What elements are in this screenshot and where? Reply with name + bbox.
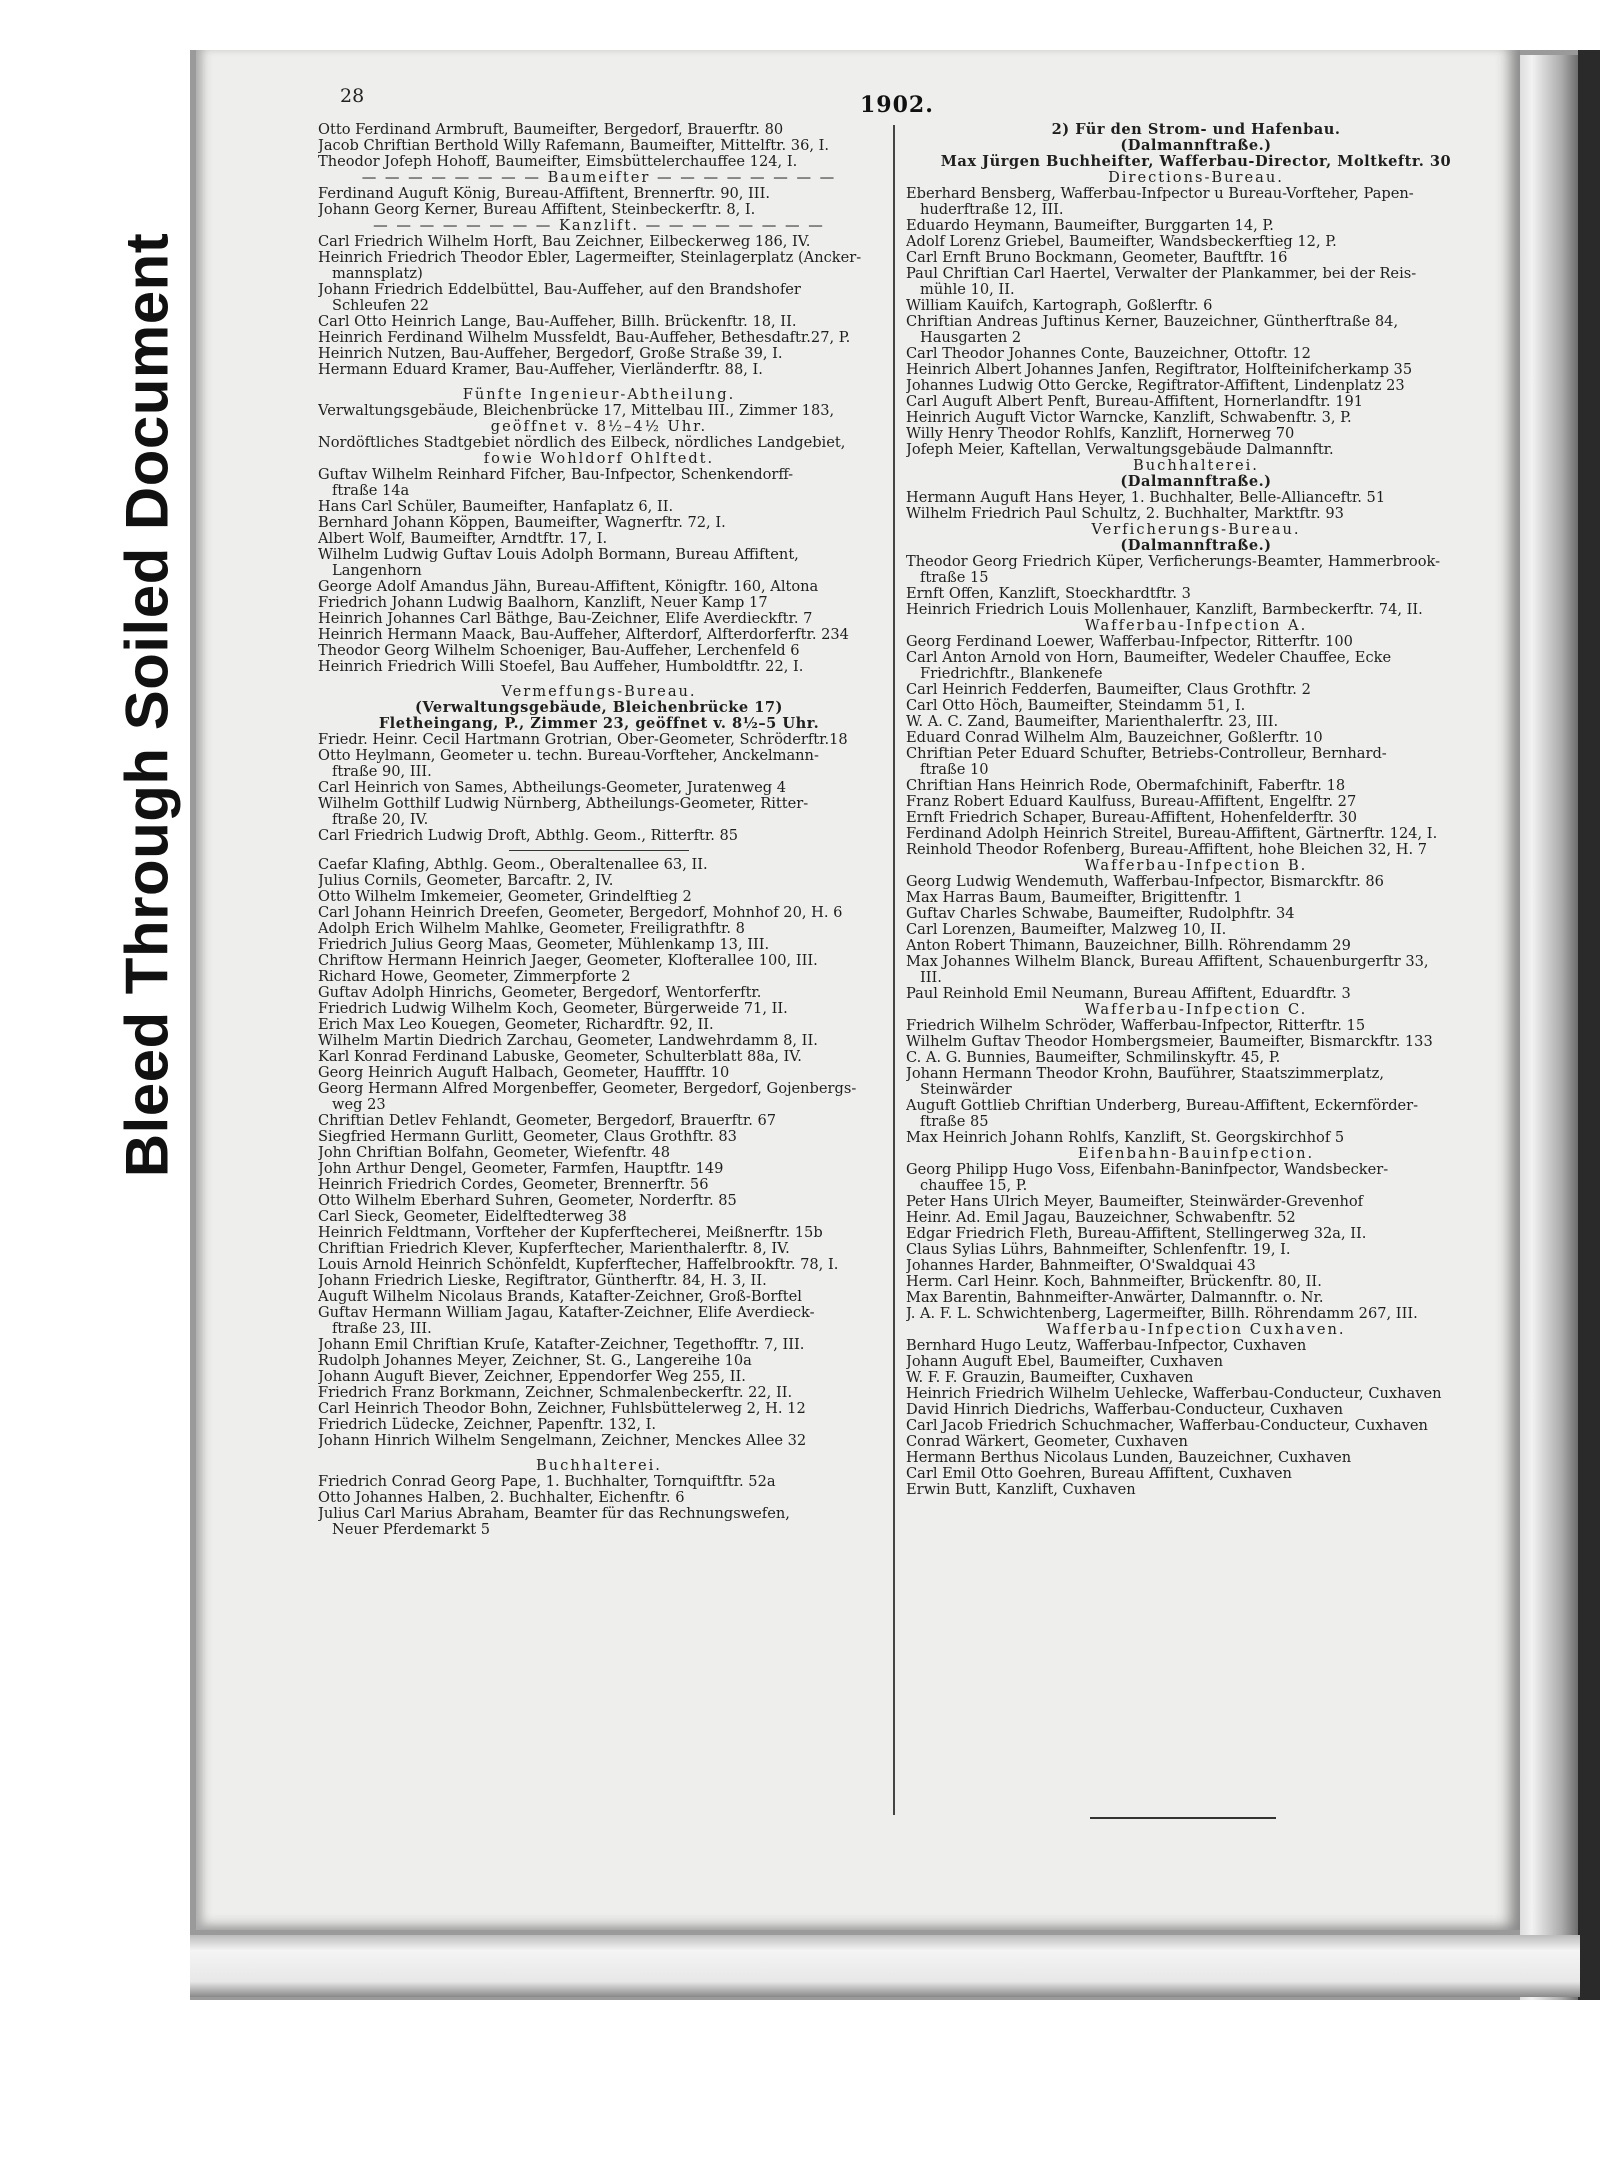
directory-entry: huderftraße 12, III.: [920, 202, 1064, 218]
directory-entry: Carl Otto Heinrich Lange, Bau-Auffeher, Billh. Brückenftr. 18, II.: [318, 314, 797, 330]
condition-stamp-label: Bleed Through Soiled Document: [113, 232, 181, 1178]
directory-entry: Heinrich Nutzen, Bau-Auffeher, Bergedorf, Große Straße 39, I.: [318, 346, 783, 362]
directory-entry: Max Harras Baum, Baumeifter, Brigittenftr. 1: [906, 890, 1243, 906]
column-divider: [893, 125, 895, 1815]
directory-entry: Eduardo Heymann, Baumeifter, Burggarten 14, P.: [906, 218, 1274, 234]
directory-entry: Chriftian Peter Eduard Schufter, Betriebs-Controlleur, Bernhard-: [906, 746, 1387, 762]
directory-entry: George Adolf Amandus Jähn, Bureau-Affiftent, Königftr. 160, Altona: [318, 579, 819, 595]
directory-entry: chauffee 15, P.: [920, 1178, 1028, 1194]
directory-entry: Georg Heinrich Auguft Halbach, Geometer, Hauffftr. 10: [318, 1065, 730, 1081]
directory-entry: Johann Georg Kerner, Bureau Affiftent, Steinbeckerftr. 8, I.: [318, 202, 756, 218]
directory-entry: Heinrich Friedrich Cordes, Geometer, Brennerftr. 56: [318, 1177, 709, 1193]
directory-entry: Carl Otto Höch, Baumeifter, Steindamm 51, I.: [906, 698, 1246, 714]
section-heading: fowie Wohldorf Ohlftedt.: [483, 451, 715, 467]
page-edge-right: [1520, 55, 1580, 2000]
directory-entry: Carl Jacob Friedrich Schuchmacher, Wafferbau-Conducteur, Cuxhaven: [906, 1418, 1428, 1434]
directory-entry: Karl Konrad Ferdinand Labuske, Geometer, Schulterblatt 88a, IV.: [318, 1049, 802, 1065]
directory-entry: III.: [920, 970, 942, 986]
directory-entry: David Hinrich Diedrichs, Wafferbau-Conducteur, Cuxhaven: [906, 1402, 1344, 1418]
directory-entry: John Chriftian Bolfahn, Geometer, Wiefenftr. 48: [318, 1145, 670, 1161]
spacer: [318, 378, 880, 387]
directory-entry: C. A. G. Bunnies, Baumeifter, Schmilinskyftr. 45, P.: [906, 1050, 1281, 1066]
directory-entry: Conrad Wärkert, Geometer, Cuxhaven: [906, 1434, 1188, 1450]
section-heading: Wafferbau-Infpection C.: [1084, 1002, 1308, 1018]
section-heading: Verficherungs-Bureau.: [1091, 522, 1301, 538]
directory-entry: Friedrich Lüdecke, Zeichner, Papenftr. 132, I.: [318, 1417, 656, 1433]
condition-stamp: [88, 200, 206, 1210]
directory-entry: Caefar Klafing, Abthlg. Geom., Oberaltenallee 63, II.: [318, 857, 708, 873]
directory-entry: Heinr. Ad. Emil Jagau, Bauzeichner, Schwabenftr. 52: [906, 1210, 1296, 1226]
directory-entry: Johann Emil Chriftian Kruſe, Katafter-Zeichner, Tegethofftr. 7, III.: [318, 1337, 805, 1353]
section-heading: (Dalmannftraße.): [1120, 474, 1272, 490]
directory-entry: Erwin Butt, Kanzlift, Cuxhaven: [906, 1482, 1136, 1498]
end-rule: [1090, 1817, 1276, 1819]
directory-entry: ftraße 20, IV.: [332, 812, 429, 828]
directory-entry: Schleufen 22: [332, 298, 429, 314]
section-heading: geöffnet v. 8½–4½ Uhr.: [490, 419, 708, 435]
section-heading: (Dalmannftraße.): [1120, 138, 1272, 154]
directory-entry: Carl Heinrich Fedderfen, Baumeifter, Claus Grothftr. 2: [906, 682, 1311, 698]
page-year: 1902.: [860, 92, 934, 118]
directory-entry: Friedrich Conrad Georg Pape, 1. Buchhalter, Tornquiftftr. 52a: [318, 1474, 776, 1490]
directory-entry: Theodor Jofeph Hohoff, Baumeifter, Eimsbüttelerchauffee 124, I.: [318, 154, 798, 170]
directory-entry: Heinrich Friedrich Theodor Ebler, Lagermeifter, Steinlagerplatz (Ancker-: [318, 250, 862, 266]
section-heading: Fletheingang, P., Zimmer 23, geöffnet v. 8½–5 Uhr.: [378, 716, 820, 732]
directory-entry: ftraße 23, III.: [332, 1321, 432, 1337]
directory-entry: Johannes Harder, Bahnmeifter, O'Swaldquai 43: [906, 1258, 1256, 1274]
page-edge-bottom: [190, 1935, 1580, 1997]
directory-entry: Friedrichftr., Blankenefe: [920, 666, 1103, 682]
directory-entry: Ferdinand Auguft König, Bureau-Affiftent, Brennerftr. 90, III.: [318, 186, 770, 202]
directory-entry: Auguft Gottlieb Chriftian Underberg, Bureau-Affiftent, Eckernförder-: [906, 1098, 1419, 1114]
directory-entry: Johann Auguft Biever, Zeichner, Eppendorfer Weg 255, II.: [318, 1369, 746, 1385]
directory-entry: ftraße 90, III.: [332, 764, 432, 780]
directory-entry: William Kauifch, Kartograph, Goßlerftr. 6: [906, 298, 1213, 314]
section-heading: Eifenbahn-Bauinfpection.: [1077, 1146, 1315, 1162]
section-heading: (Dalmannftraße.): [1120, 538, 1272, 554]
directory-entry: Peter Hans Ulrich Meyer, Baumeifter, Steinwärder-Grevenhof: [906, 1194, 1364, 1210]
directory-entry: Eberhard Bensberg, Wafferbau-Infpector u Bureau-Vorfteher, Papen-: [906, 186, 1414, 202]
directory-entry: Heinrich Friedrich Louis Mollenhauer, Kanzlift, Barmbeckerftr. 74, II.: [906, 602, 1423, 618]
directory-entry: Carl Friedrich Ludwig Droft, Abthlg. Geom., Ritterftr. 85: [318, 828, 739, 844]
directory-entry: Georg Ludwig Wendemuth, Wafferbau-Infpector, Bismarckftr. 86: [906, 874, 1384, 890]
directory-entry: Louis Arnold Heinrich Schönfeldt, Kupferftecher, Haffelbrookftr. 78, I.: [318, 1257, 839, 1273]
directory-entry: Friedrich Wilhelm Schröder, Wafferbau-Infpector, Ritterftr. 15: [906, 1018, 1366, 1034]
directory-entry: Wilhelm Gotthilf Ludwig Nürnberg, Abtheilungs-Geometer, Ritter-: [318, 796, 809, 812]
directory-entry: Heinrich Johannes Carl Bäthge, Bau-Zeichner, Elife Averdieckftr. 7: [318, 611, 813, 627]
directory-entry: mannsplatz): [332, 266, 423, 282]
directory-entry: Ernft Offen, Kanzlift, Stoeckhardtftr. 3: [906, 586, 1191, 602]
section-heading: Buchhalterei.: [536, 1458, 662, 1474]
left-column: [318, 122, 880, 1538]
directory-entry: Rudolph Johannes Meyer, Zeichner, St. G., Langereihe 10a: [318, 1353, 752, 1369]
directory-entry: Max Barentin, Bahnmeifter-Anwärter, Dalmannftr. o. Nr.: [906, 1290, 1324, 1306]
directory-entry: Otto Johannes Halben, 2. Buchhalter, Eichenftr. 6: [318, 1490, 685, 1506]
directory-entry: Friedrich Franz Borkmann, Zeichner, Schmalenbeckerftr. 22, II.: [318, 1385, 793, 1401]
binding-shadow: [1578, 50, 1600, 2000]
directory-entry: Carl Lorenzen, Baumeifter, Malzweg 10, II.: [906, 922, 1227, 938]
directory-entry: Chriftian Friedrich Klever, Kupferftecher, Marienthalerftr. 8, IV.: [318, 1241, 790, 1257]
section-heading: Wafferbau-Infpection A.: [1084, 618, 1308, 634]
section-heading: Wafferbau-Infpection B.: [1084, 858, 1308, 874]
directory-entry: Verwaltungsgebäude, Bleichenbrücke 17, Mittelbau III., Zimmer 183,: [318, 403, 835, 419]
directory-entry: ftraße 85: [920, 1114, 989, 1130]
directory-entry: Friedr. Heinr. Cecil Hartmann Grotrian, Ober-Geometer, Schröderftr.18: [318, 732, 848, 748]
directory-entry: Hermann Berthus Nicolaus Lunden, Bauzeichner, Cuxhaven: [906, 1450, 1352, 1466]
page-number: 28: [340, 85, 365, 107]
directory-entry: Otto Ferdinand Armbruft, Baumeifter, Bergedorf, Brauerftr. 80: [318, 122, 784, 138]
directory-entry: Guftav Wilhelm Reinhard Fifcher, Bau-Infpector, Schenkendorff-: [318, 467, 794, 483]
directory-entry: Ernft Friedrich Schaper, Bureau-Affiftent, Hohenfelderftr. 30: [906, 810, 1358, 826]
directory-entry: ftraße 14a: [332, 483, 410, 499]
directory-entry: ftraße 10: [920, 762, 989, 778]
section-heading: Max Jürgen Buchheifter, Wafferbau-Director, Moltkeftr. 30: [940, 154, 1452, 170]
directory-entry: Eduard Conrad Wilhelm Alm, Bauzeichner, Goßlerftr. 10: [906, 730, 1323, 746]
directory-entry: Hans Carl Schüler, Baumeifter, Hanfaplatz 6, II.: [318, 499, 674, 515]
directory-entry: Wilhelm Ludwig Guftav Louis Adolph Bormann, Bureau Affiftent,: [318, 547, 799, 563]
directory-entry: Carl Heinrich von Sames, Abtheilungs-Geometer, Juratenweg 4: [318, 780, 787, 796]
directory-entry: W. F. F. Grauzin, Baumeifter, Cuxhaven: [906, 1370, 1194, 1386]
directory-entry: Richard Howe, Geometer, Zimmerpforte 2: [318, 969, 631, 985]
directory-entry: Franz Robert Eduard Kaulfuss, Bureau-Affiftent, Engelftr. 27: [906, 794, 1357, 810]
directory-entry: Otto Heylmann, Geometer u. techn. Bureau-Vorfteher, Anckelmann-: [318, 748, 819, 764]
section-rule: [509, 850, 689, 851]
directory-entry: Heinrich Feldtmann, Vorfteher der Kupferftecherei, Meißnerftr. 15b: [318, 1225, 823, 1241]
directory-entry: Chriftow Hermann Heinrich Jaeger, Geometer, Klofterallee 100, III.: [318, 953, 818, 969]
directory-entry: Carl Auguft Albert Penft, Bureau-Affiftent, Hornerlandftr. 191: [906, 394, 1364, 410]
directory-entry: W. A. C. Zand, Baumeifter, Marienthalerftr. 23, III.: [906, 714, 1279, 730]
directory-entry: Carl Ernft Bruno Bockmann, Geometer, Bauftftr. 16: [906, 250, 1288, 266]
section-heading: — — — — — — — — Baumeifter — — — — — — — —: [361, 170, 837, 186]
directory-entry: Chriftian Andreas Juftinus Kerner, Bauzeichner, Güntherftraße 84,: [906, 314, 1399, 330]
directory-entry: Carl Heinrich Theodor Bohn, Zeichner, Fuhlsbüttelerweg 2, H. 12: [318, 1401, 806, 1417]
directory-entry: Edgar Friedrich Fleth, Bureau-Affiftent, Stellingerweg 32a, II.: [906, 1226, 1367, 1242]
section-heading: Wafferbau-Infpection Cuxhaven.: [1046, 1322, 1346, 1338]
directory-entry: Paul Reinhold Emil Neumann, Bureau Affiftent, Eduardftr. 3: [906, 986, 1351, 1002]
directory-entry: Auguft Wilhelm Nicolaus Brands, Katafter-Zeichner, Groß-Borftel: [318, 1289, 802, 1305]
directory-entry: Friedrich Johann Ludwig Baalhorn, Kanzlift, Neuer Kamp 17: [318, 595, 768, 611]
directory-entry: Hermann Eduard Kramer, Bau-Auffeher, Vierländerftr. 88, I.: [318, 362, 763, 378]
section-heading: — — — — — — — — Kanzlift. — — — — — — — —: [373, 218, 825, 234]
directory-entry: Julius Cornils, Geometer, Barcaftr. 2, IV.: [318, 873, 614, 889]
directory-entry: Herm. Carl Heinr. Koch, Bahnmeifter, Brückenftr. 80, II.: [906, 1274, 1322, 1290]
directory-entry: Georg Ferdinand Loewer, Wafferbau-Infpector, Ritterftr. 100: [906, 634, 1353, 650]
directory-entry: Heinrich Friedrich Willi Stoefel, Bau Auffeher, Humboldtftr. 22, I.: [318, 659, 804, 675]
directory-entry: Otto Wilhelm Imkemeier, Geometer, Grindelftieg 2: [318, 889, 692, 905]
directory-entry: Friedrich Ludwig Wilhelm Koch, Geometer, Bürgerweide 71, II.: [318, 1001, 788, 1017]
directory-entry: Adolph Erich Wilhelm Mahlke, Geometer, Freiligrathftr. 8: [318, 921, 745, 937]
directory-entry: Heinrich Albert Johannes Janfen, Regiftrator, Holfteinifcherkamp 35: [906, 362, 1413, 378]
directory-entry: Erich Max Leo Kouegen, Geometer, Richardftr. 92, II.: [318, 1017, 714, 1033]
directory-entry: Guftav Charles Schwabe, Baumeifter, Rudolphftr. 34: [906, 906, 1295, 922]
directory-entry: Carl Sieck, Geometer, Eidelftedterweg 38: [318, 1209, 627, 1225]
directory-entry: Max Heinrich Johann Rohlfs, Kanzlift, St. Georgskirchhof 5: [906, 1130, 1345, 1146]
directory-entry: Wilhelm Friedrich Paul Schultz, 2. Buchhalter, Marktftr. 93: [906, 506, 1344, 522]
section-heading: Buchhalterei.: [1133, 458, 1259, 474]
directory-entry: Siegfried Hermann Gurlitt, Geometer, Claus Grothftr. 83: [318, 1129, 737, 1145]
directory-entry: Guftav Hermann William Jagau, Katafter-Zeichner, Elife Averdieck-: [318, 1305, 815, 1321]
directory-entry: Georg Hermann Alfred Morgenbeffer, Geometer, Bergedorf, Gojenbergs-: [318, 1081, 857, 1097]
section-heading: (Verwaltungsgebäude, Bleichenbrücke 17): [415, 700, 783, 716]
directory-entry: Max Johannes Wilhelm Blanck, Bureau Affiftent, Schauenburgerftr 33,: [906, 954, 1429, 970]
directory-entry: Reinhold Theodor Rofenberg, Bureau-Affiftent, hohe Bleichen 32, H. 7: [906, 842, 1428, 858]
section-heading: Vermeffungs-Bureau.: [501, 684, 697, 700]
directory-entry: Steinwärder: [920, 1082, 1012, 1098]
directory-entry: Wilhelm Guftav Theodor Hombergsmeier, Baumeifter, Bismarckftr. 133: [906, 1034, 1433, 1050]
directory-entry: Chriftian Detlev Fehlandt, Geometer, Bergedorf, Brauerftr. 67: [318, 1113, 777, 1129]
directory-entry: Johann Auguft Ebel, Baumeifter, Cuxhaven: [906, 1354, 1224, 1370]
directory-entry: ftraße 15: [920, 570, 989, 586]
directory-entry: Jofeph Meier, Kaftellan, Verwaltungsgebäude Dalmannftr.: [906, 442, 1334, 458]
directory-entry: Heinrich Ferdinand Wilhelm Mussfeldt, Bau-Auffeher, Bethesdaftr.27, P.: [318, 330, 851, 346]
directory-entry: Johann Hinrich Wilhelm Sengelmann, Zeichner, Menckes Allee 32: [318, 1433, 807, 1449]
directory-entry: Claus Sylias Lührs, Bahnmeifter, Schlenfenftr. 19, I.: [906, 1242, 1291, 1258]
directory-entry: Jacob Chriftian Berthold Willy Rafemann, Baumeifter, Mittelftr. 36, I.: [318, 138, 830, 154]
directory-entry: Otto Wilhelm Eberhard Suhren, Geometer, Norderftr. 85: [318, 1193, 737, 1209]
directory-entry: Heinrich Auguft Victor Warncke, Kanzlift, Schwabenftr. 3, P.: [906, 410, 1352, 426]
section-heading: Directions-Bureau.: [1108, 170, 1284, 186]
directory-entry: Friedrich Julius Georg Maas, Geometer, Mühlenkamp 13, III.: [318, 937, 770, 953]
directory-entry: Heinrich Friedrich Wilhelm Uehlecke, Wafferbau-Conducteur, Cuxhaven: [906, 1386, 1442, 1402]
directory-entry: Willy Henry Theodor Rohlfs, Kanzlift, Hornerweg 70: [906, 426, 1295, 442]
directory-entry: Guftav Adolph Hinrichs, Geometer, Bergedorf, Wentorferftr.: [318, 985, 762, 1001]
spacer: [318, 675, 880, 684]
directory-entry: Johann Hermann Theodor Krohn, Bauführer, Staatszimmerplatz,: [906, 1066, 1384, 1082]
directory-entry: Langenhorn: [332, 563, 422, 579]
directory-entry: Johann Friedrich Lieske, Regiftrator, Güntherftr. 84, H. 3, II.: [318, 1273, 767, 1289]
directory-entry: Julius Carl Marius Abraham, Beamter für das Rechnungswefen,: [318, 1506, 790, 1522]
directory-entry: Wilhelm Martin Diedrich Zarchau, Geometer, Landwehrdamm 8, II.: [318, 1033, 818, 1049]
directory-entry: Hausgarten 2: [920, 330, 1022, 346]
directory-entry: Carl Emil Otto Goehren, Bureau Affiftent, Cuxhaven: [906, 1466, 1292, 1482]
directory-entry: Georg Philipp Hugo Voss, Eifenbahn-Baninfpector, Wandsbecker-: [906, 1162, 1389, 1178]
directory-entry: Bernhard Johann Köppen, Baumeifter, Wagnerftr. 72, I.: [318, 515, 726, 531]
directory-entry: Bernhard Hugo Leutz, Wafferbau-Infpector, Cuxhaven: [906, 1338, 1307, 1354]
directory-entry: Albert Wolf, Baumeifter, Arndtftr. 17, I.: [318, 531, 608, 547]
directory-entry: Ferdinand Adolph Heinrich Streitel, Bureau-Affiftent, Gärtnerftr. 124, I.: [906, 826, 1438, 842]
directory-entry: Theodor Georg Wilhelm Schoeniger, Bau-Auffeher, Lerchenfeld 6: [318, 643, 800, 659]
directory-entry: Carl Theodor Johannes Conte, Bauzeichner, Ottoftr. 12: [906, 346, 1311, 362]
directory-entry: Adolf Lorenz Griebel, Baumeifter, Wandsbeckerftieg 12, P.: [906, 234, 1337, 250]
section-heading: Fünfte Ingenieur-Abtheilung.: [462, 387, 736, 403]
directory-entry: Heinrich Hermann Maack, Bau-Auffeher, Alfterdorf, Alfterdorferftr. 234: [318, 627, 849, 643]
directory-entry: Johannes Ludwig Otto Gercke, Regiftrator-Affiftent, Lindenplatz 23: [906, 378, 1405, 394]
directory-entry: Neuer Pferdemarkt 5: [332, 1522, 491, 1538]
directory-entry: J. A. F. L. Schwichtenberg, Lagermeifter, Billh. Röhrendamm 267, III.: [906, 1306, 1418, 1322]
directory-entry: Theodor Georg Friedrich Küper, Verficherungs-Beamter, Hammerbrook-: [906, 554, 1441, 570]
directory-entry: Carl Friedrich Wilhelm Horft, Bau Zeichner, Eilbeckerweg 186, IV.: [318, 234, 811, 250]
directory-entry: mühle 10, II.: [920, 282, 1015, 298]
right-column: [906, 122, 1486, 1498]
directory-entry: Johann Friedrich Eddelbüttel, Bau-Auffeher, auf den Brandshofer: [318, 282, 801, 298]
directory-entry: Carl Anton Arnold von Horn, Baumeifter, Wedeler Chauffee, Ecke: [906, 650, 1392, 666]
directory-entry: Carl Johann Heinrich Dreefen, Geometer, Bergedorf, Mohnhof 20, H. 6: [318, 905, 843, 921]
directory-entry: Hermann Auguft Hans Heyer, 1. Buchhalter, Belle-Allianceftr. 51: [906, 490, 1386, 506]
directory-entry: Nordöftliches Stadtgebiet nördlich des Eilbeck, nördliches Landgebiet,: [318, 435, 846, 451]
directory-entry: weg 23: [332, 1097, 386, 1113]
directory-entry: John Arthur Dengel, Geometer, Farmfen, Hauptftr. 149: [318, 1161, 724, 1177]
directory-entry: Anton Robert Thimann, Bauzeichner, Billh. Röhrendamm 29: [906, 938, 1351, 954]
section-heading: 2) Für den Strom- und Hafenbau.: [1051, 122, 1341, 138]
spacer: [318, 1449, 880, 1458]
directory-entry: Chriftian Hans Heinrich Rode, Obermafchinift, Faberftr. 18: [906, 778, 1346, 794]
directory-entry: Paul Chriftian Carl Haertel, Verwalter der Plankammer, bei der Reis-: [906, 266, 1417, 282]
